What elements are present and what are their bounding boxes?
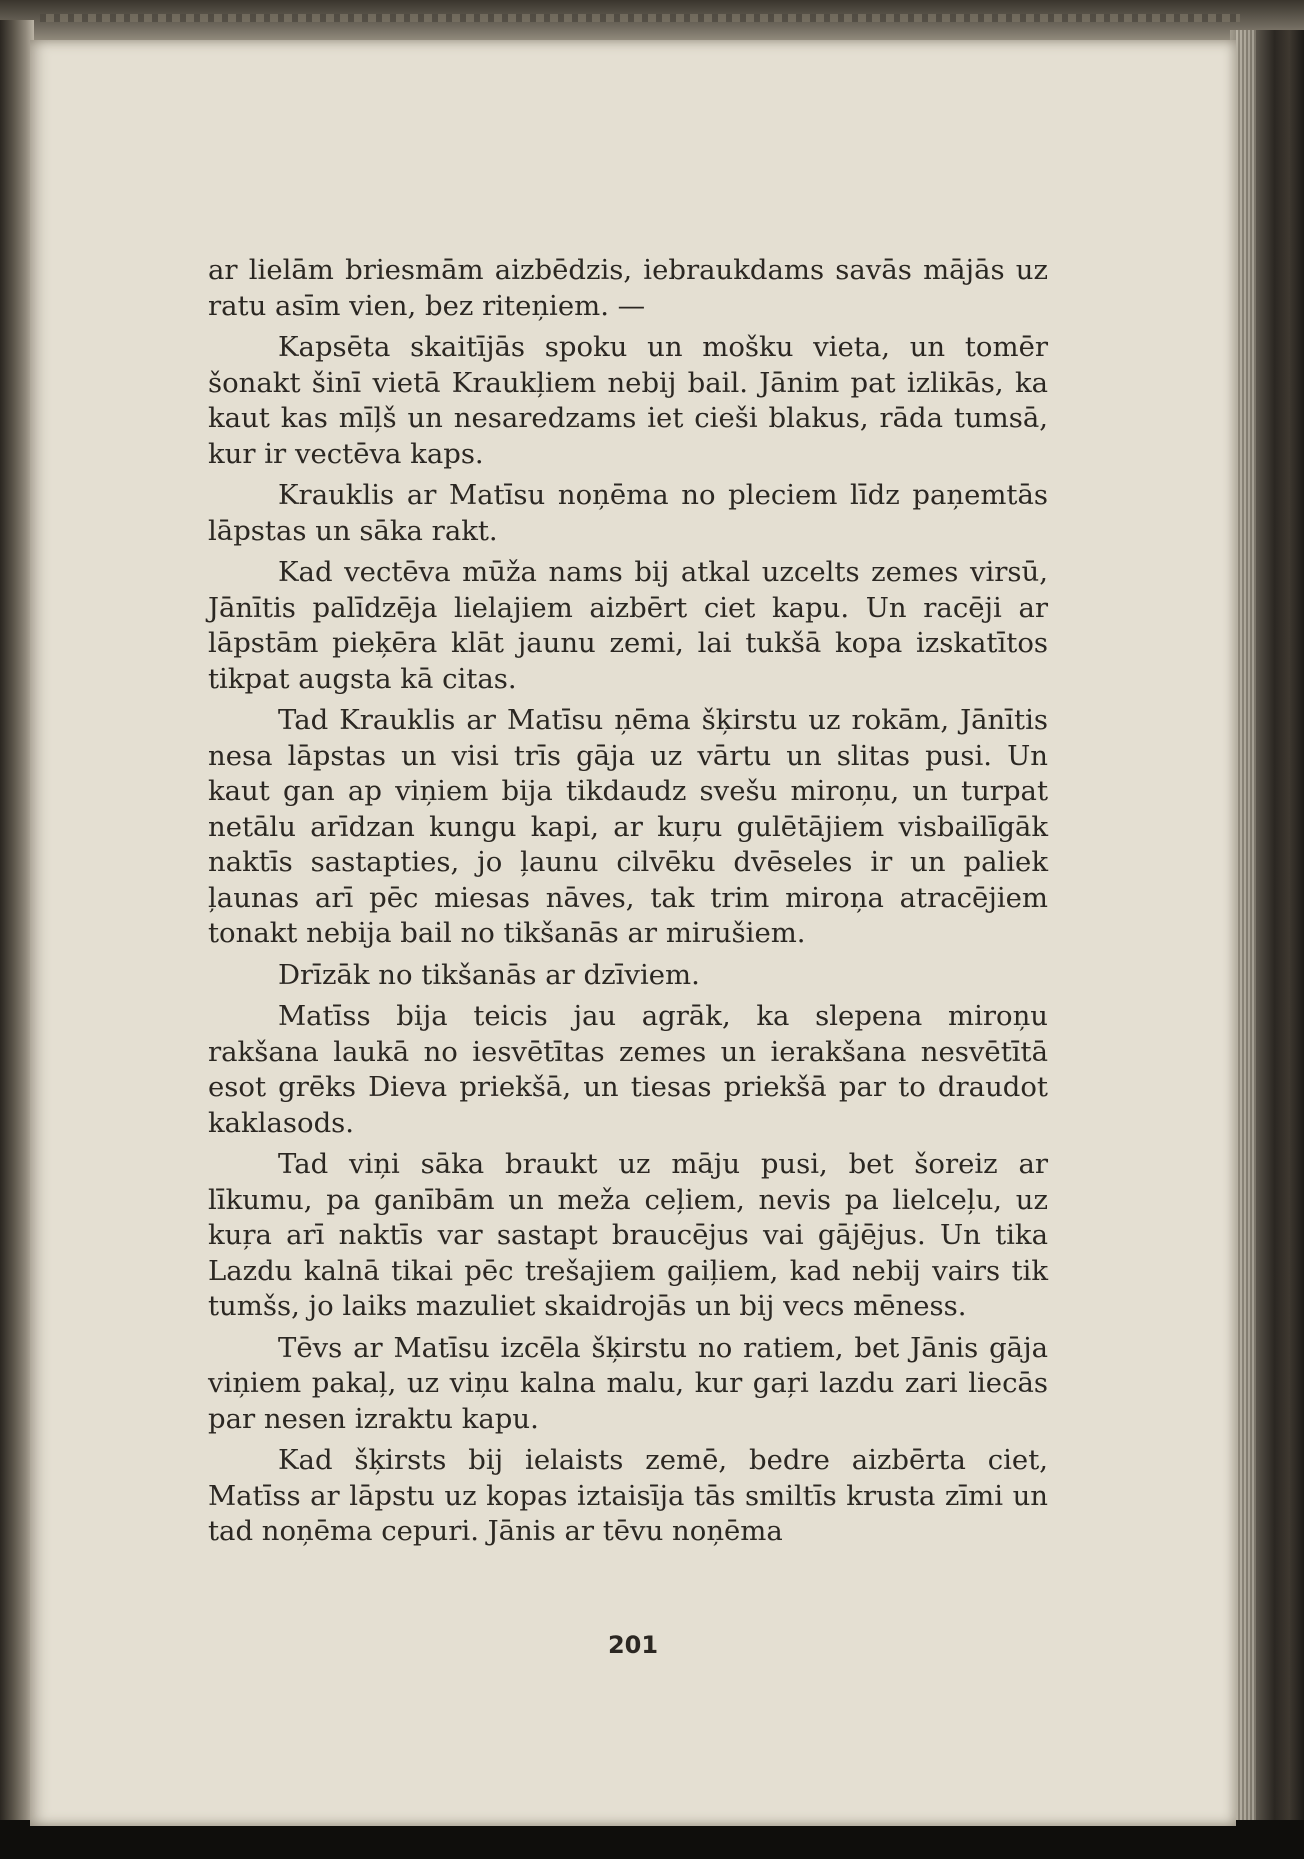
paragraph: Tad Krauklis ar Matīsu ņēma šķirstu uz rokām, Jānītis nesa lāpstas un visi trīs gāja uz vārtu un slitas pusi. Un kaut gan ap viņiem bija tikdaudz svešu miroņu, un turpat netālu arīdzan kungu kapi, ar kuŗu gulētājiem visbailīgāk naktīs sastapties, jo ļaunu cilvēku dvēseles ir un paliek ļaunas arī pēc miesas nāves, tak trim miroņa atracējiem tonakt nebija bail no tikšanās ar mirušiem.: [208, 704, 1048, 949]
book-spine-left: [0, 20, 34, 1820]
page-edges-right: [1230, 30, 1304, 1820]
paragraph: Krauklis ar Matīsu noņēma no pleciem līdz paņemtās lāpstas un sāka rakt.: [208, 479, 1048, 547]
paragraph: Tad viņi sāka braukt uz māju pusi, bet šoreiz ar līkumu, pa ganībām un meža ceļiem, nevis pa lielceļu, uz kuŗa arī naktīs var sastapt braucējus vai gājējus. Un tika Lazdu kalnā tikai pēc trešajiem gaiļiem, kad nebij vairs tik tumšs, jo laiks mazuliet skaidrojās un bij vecs mēness.: [208, 1148, 1048, 1322]
paragraph: Drīzāk no tikšanās ar dzīviem.: [278, 958, 700, 991]
paragraph: Kapsēta skaitījās spoku un mošku vieta, un tomēr šonakt šinī vietā Kraukļiem nebij bail. Jānim pat izlikās, ka kaut kas mīļš un nesaredzams iet cieši blakus, rāda tumsā, kur ir vectēva kaps.: [208, 331, 1048, 470]
paragraph: Kad šķirsts bij ielaists zemē, bedre aizbērta ciet, Matīss ar lāpstu uz kopas iztaisīja tās smiltīs krusta zīmi un tad noņēma cepuri. Jānis ar tēvu noņēma: [208, 1444, 1048, 1547]
paragraph: Matīss bija teicis jau agrāk, ka slepena miroņu rakšana laukā no iesvētītas zemes un ierakšana nesvētītā esot grēks Dieva priekšā, un tiesas priekšā par to draudot kaklasods.: [208, 1000, 1048, 1139]
paragraph: Tēvs ar Matīsu izcēla šķirstu no ratiem, bet Jānis gāja viņiem pakaļ, uz viņu kalna malu, kur gaŗi lazdu zari liecās par nesen izraktu kapu.: [208, 1331, 1048, 1435]
page-number: 201: [607, 1631, 659, 1659]
body-text: [208, 253, 1048, 1556]
book-page: [30, 40, 1236, 1826]
book-top-edge: [0, 0, 1304, 44]
paragraph: Kad vectēva mūža nams bij atkal uzcelts zemes virsū, Jānītis palīdzēja lielajiem aizbērt ciet kapu. Un racēji ar lāpstām pieķēra klāt jaunu zemi, lai tukšā kopa izskatītos tikpat augsta kā citas.: [208, 556, 1048, 695]
paragraph: ar lielām briesmām aizbēdzis, iebraukdams savās mājās uz ratu asīm vien, bez riteņiem. —: [208, 254, 1048, 322]
